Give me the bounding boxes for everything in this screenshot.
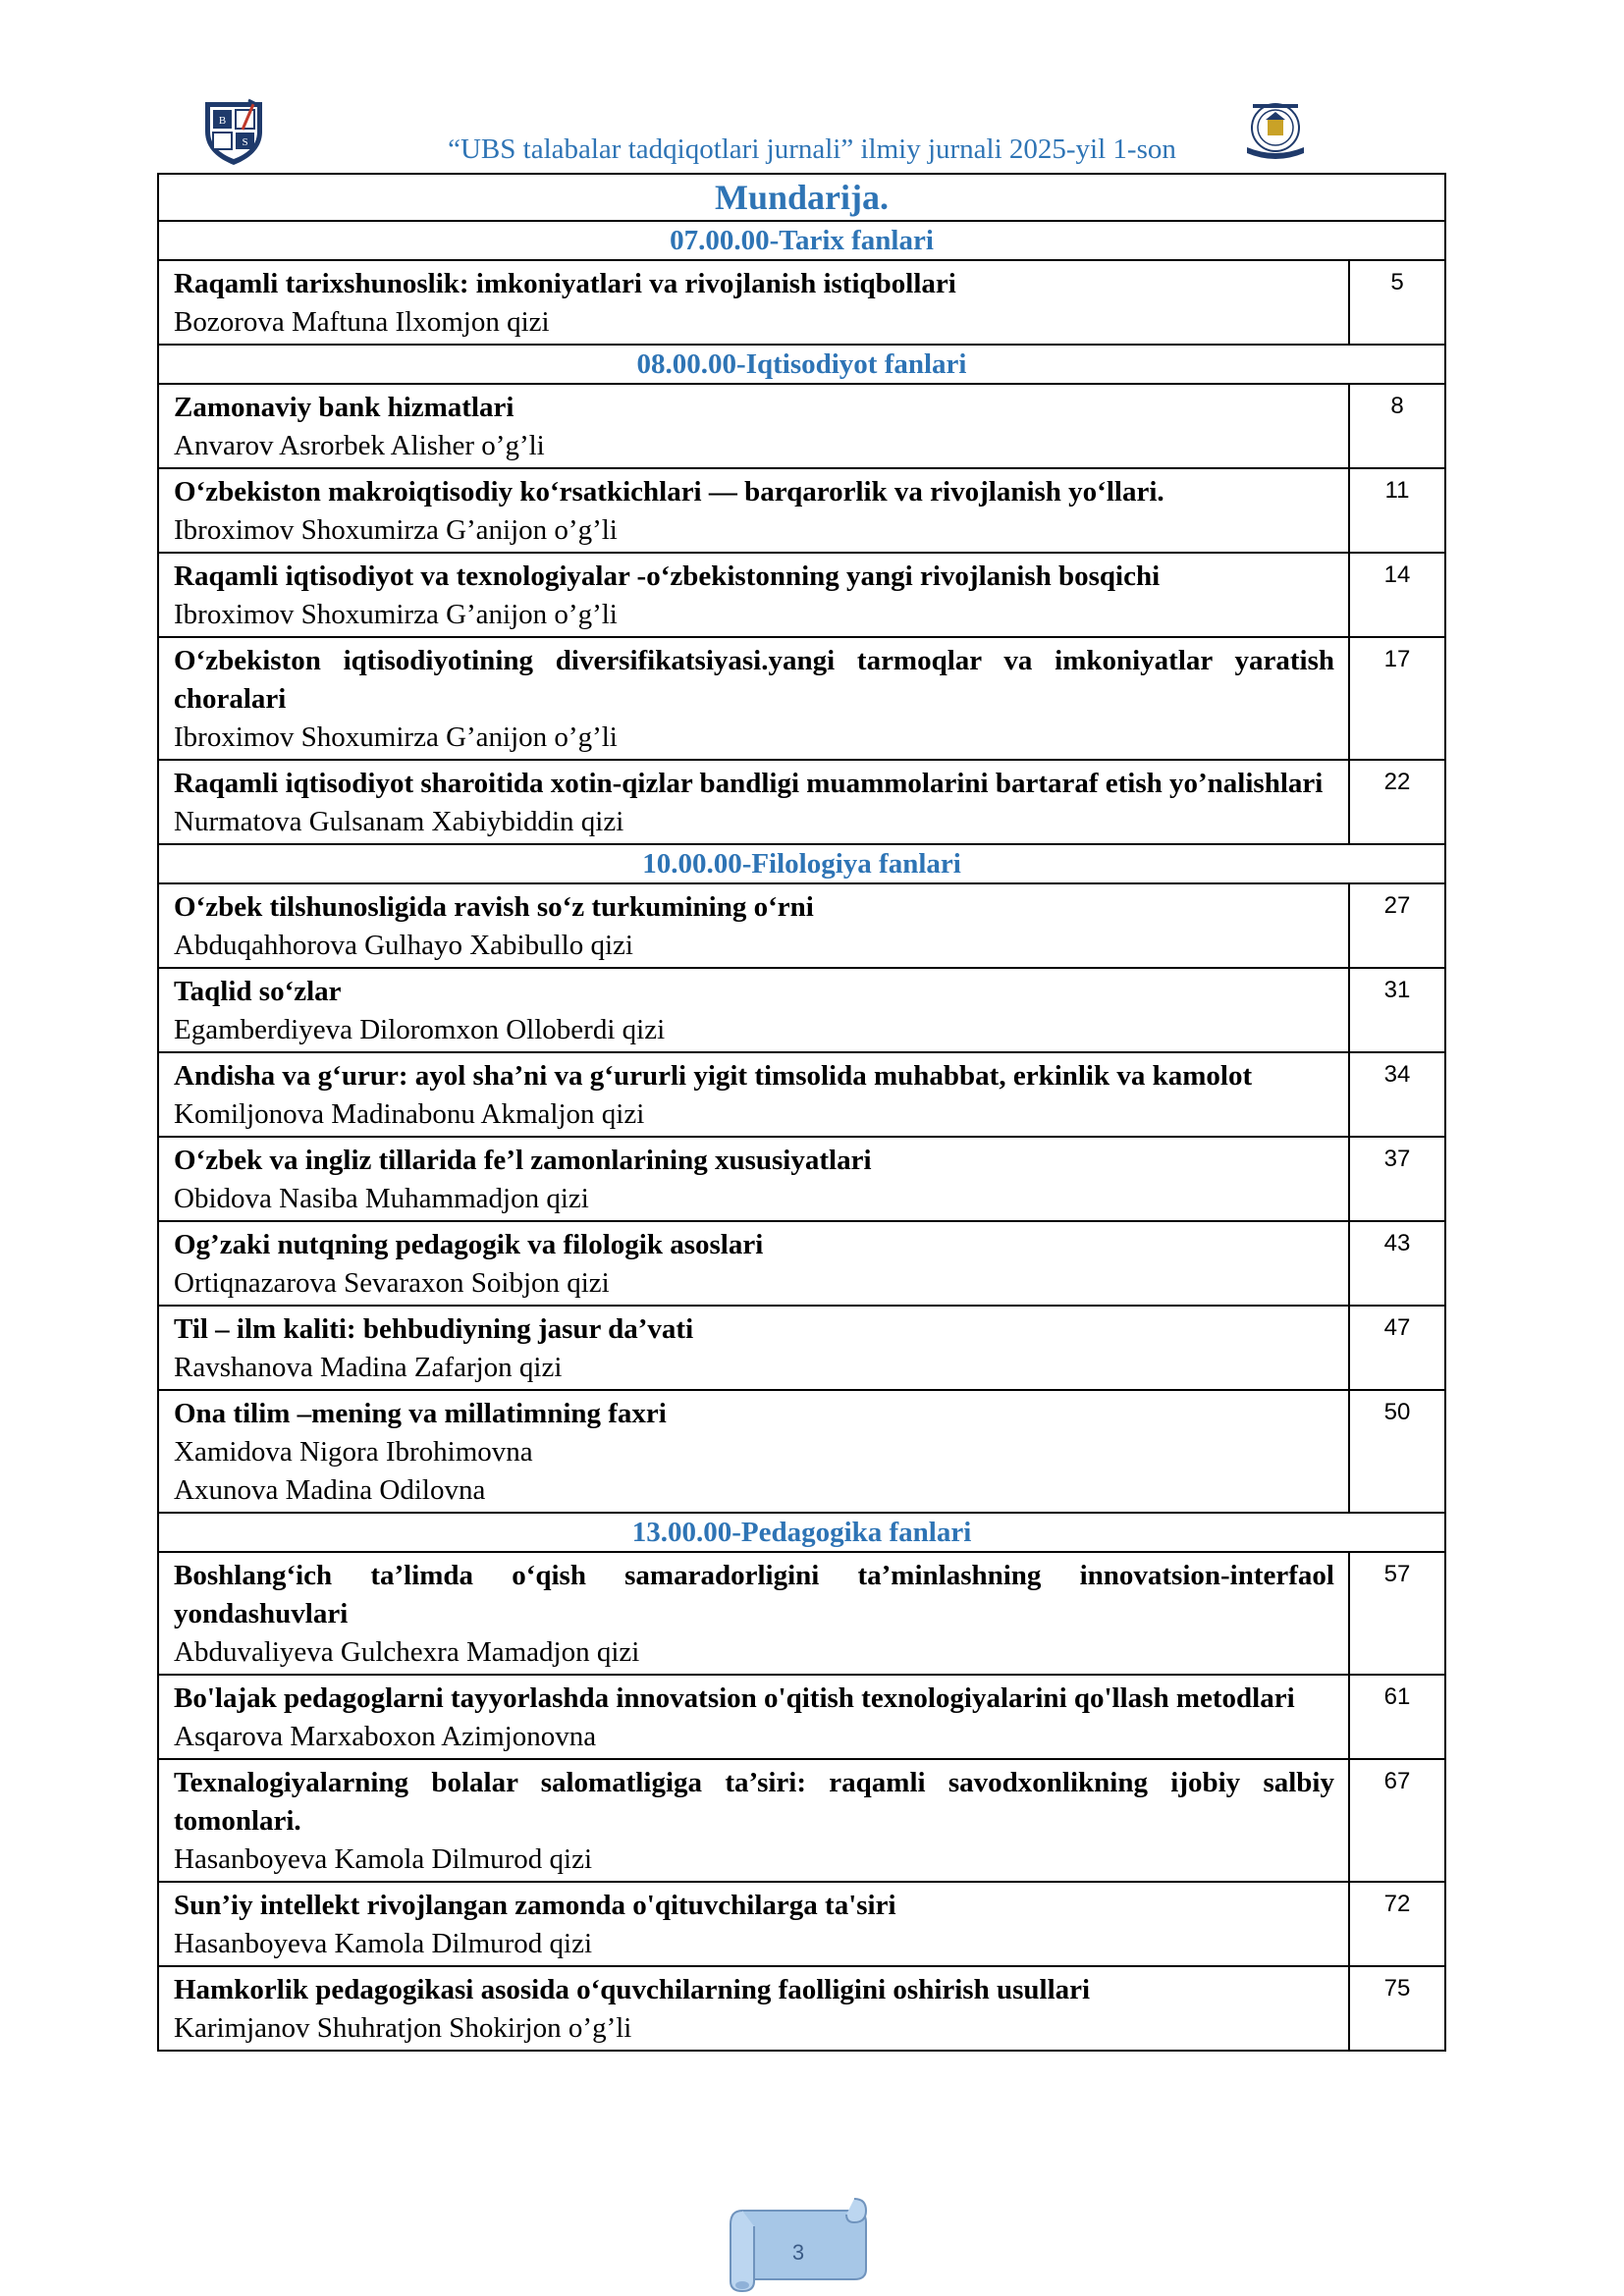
toc-entry-row [158, 1306, 1445, 1390]
article-author: Hasanboyeva Kamola Dilmurod qizi [174, 1928, 593, 1959]
toc-entry [158, 1882, 1349, 1966]
toc-entry-row [158, 1675, 1445, 1759]
toc-entry-row [158, 883, 1445, 968]
toc-entry-row [158, 1221, 1445, 1306]
toc-entry [158, 1390, 1349, 1513]
article-author: Hasanboyeva Kamola Dilmurod qizi [174, 1843, 593, 1875]
toc-entry [158, 468, 1349, 553]
toc-entry [158, 1306, 1349, 1390]
toc-entry-row [158, 1137, 1445, 1221]
svg-text:B: B [218, 115, 227, 127]
article-title: O‘zbekiston makroiqtisodiy ko‘rsatkichlari — barqarorlik va rivojlanish yo‘llari. [174, 476, 1164, 507]
toc-entry [158, 260, 1349, 345]
article-title: Andisha va g‘urur: ayol sha’ni va g‘ururli yigit timsolida muhabbat, erkinlik va kamolot [174, 1060, 1253, 1092]
toc-entry [158, 1675, 1349, 1759]
article-title: O‘zbek tilshunosligida ravish so‘z turkumining o‘rni [174, 891, 814, 923]
article-title: Og’zaki nutqning pedagogik va filologik asoslari [174, 1229, 764, 1260]
article-page-number: 61 [1349, 1675, 1445, 1759]
article-page-number: 22 [1349, 760, 1445, 844]
toc-entry-row [158, 260, 1445, 345]
toc-entry [158, 883, 1349, 968]
toc-entry [158, 553, 1349, 637]
article-author: Abduqahhorova Gulhayo Xabibullo qizi [174, 930, 633, 961]
article-page-number: 5 [1349, 260, 1445, 345]
toc-entry [158, 1759, 1349, 1882]
article-author: Ortiqnazarova Sevaraxon Soibjon qizi [174, 1267, 610, 1299]
article-page-number: 47 [1349, 1306, 1445, 1390]
toc-entry-row [158, 384, 1445, 468]
article-page-number: 8 [1349, 384, 1445, 468]
article-page-number: 75 [1349, 1966, 1445, 2051]
article-page-number: 31 [1349, 968, 1445, 1052]
toc-entry-row [158, 1552, 1445, 1675]
article-author: Bozorova Maftuna Ilxomjon qizi [174, 306, 550, 338]
article-title: Bo'lajak pedagoglarni tayyorlashda innovatsion o'qitish texnologiyalarini qo'llash metodlari [174, 1682, 1295, 1714]
svg-text:S: S [242, 136, 248, 148]
article-title: Raqamli iqtisodiyot va texnologiyalar -o‘zbekistonning yangi rivojlanish bosqichi [174, 561, 1161, 592]
article-page-number: 50 [1349, 1390, 1445, 1513]
article-author: Ravshanova Madina Zafarjon qizi [174, 1352, 563, 1383]
article-author: Ibroximov Shoxumirza G’anijon o’g’li [174, 599, 618, 630]
toc-entry-row [158, 760, 1445, 844]
article-title: Til – ilm kaliti: behbudiyning jasur da’vati [174, 1313, 694, 1345]
page-header [0, 0, 1624, 177]
toc-entry-row [158, 1966, 1445, 2051]
toc-entry [158, 760, 1349, 844]
article-author: Egamberdiyeva Diloromxon Olloberdi qizi [174, 1014, 666, 1045]
article-title: Ona tilim –mening va millatimning faxri [174, 1398, 667, 1429]
article-title: Texnalogiyalarning bolalar salomatligiga ta’siri: raqamli savodxonlikning ijobiy salbiy tomonlari. [174, 1767, 1334, 1837]
toc-entry [158, 1137, 1349, 1221]
toc-entry [158, 384, 1349, 468]
article-title: O‘zbek va ingliz tillarida fe’l zamonlarining xususiyatlari [174, 1145, 872, 1176]
article-author: Asqarova Marxaboxon Azimjonovna [174, 1721, 597, 1752]
article-page-number: 57 [1349, 1552, 1445, 1675]
article-title: O‘zbekiston iqtisodiyotining diversifikatsiyasi.yangi tarmoqlar va imkoniyatlar yaratish choralari [174, 645, 1334, 715]
article-author: Axunova Madina Odilovna [174, 1474, 486, 1506]
article-author: Ibroximov Shoxumirza G’anijon o’g’li [174, 514, 618, 546]
toc-entry-row [158, 968, 1445, 1052]
toc-entry-row [158, 468, 1445, 553]
article-author: Karimjanov Shuhratjon Shokirjon o’g’li [174, 2012, 632, 2044]
toc-entry [158, 968, 1349, 1052]
article-author: Komiljonova Madinabonu Akmaljon qizi [174, 1098, 645, 1130]
article-page-number: 43 [1349, 1221, 1445, 1306]
section-title: 10.00.00-Filologiya fanlari [158, 844, 1445, 883]
section-title: 13.00.00-Pedagogika fanlari [158, 1513, 1445, 1552]
university-emblem-icon [1239, 98, 1313, 165]
toc-entry-row [158, 1390, 1445, 1513]
toc-entry [158, 637, 1349, 760]
section-header-row [158, 345, 1445, 384]
article-author: Xamidova Nigora Ibrohimovna [174, 1436, 533, 1468]
article-page-number: 34 [1349, 1052, 1445, 1137]
toc-entry-row [158, 637, 1445, 760]
article-page-number: 11 [1349, 468, 1445, 553]
article-title: Hamkorlik pedagogikasi asosida o‘quvchilarning faolligini oshirish usullari [174, 1974, 1091, 2005]
toc-entry-row [158, 1052, 1445, 1137]
section-header-row [158, 844, 1445, 883]
journal-title: “UBS talabalar tadqiqotlari jurnali” ilmiy jurnali 2025-yil 1-son [448, 133, 1176, 165]
article-author: Abduvaliyeva Gulchexra Mamadjon qizi [174, 1636, 640, 1668]
article-page-number: 72 [1349, 1882, 1445, 1966]
toc-entry-row [158, 1759, 1445, 1882]
article-author: Obidova Nasiba Muhammadjon qizi [174, 1183, 589, 1214]
article-author: Anvarov Asrorbek Alisher o’g’li [174, 430, 545, 461]
section-header-row [158, 221, 1445, 260]
toc-entry-row [158, 553, 1445, 637]
article-page-number: 37 [1349, 1137, 1445, 1221]
article-page-number: 27 [1349, 883, 1445, 968]
article-page-number: 67 [1349, 1759, 1445, 1882]
article-page-number: 14 [1349, 553, 1445, 637]
page-number: 3 [791, 2240, 805, 2265]
table-of-contents [157, 173, 1446, 2052]
section-title: 07.00.00-Tarix fanlari [158, 221, 1445, 260]
article-title: Zamonaviy bank hizmatlari [174, 392, 514, 423]
toc-entry-row [158, 1882, 1445, 1966]
article-title: Taqlid so‘zlar [174, 976, 342, 1007]
article-author: Ibroximov Shoxumirza G’anijon o’g’li [174, 721, 618, 753]
toc-entry [158, 1966, 1349, 2051]
toc-heading: Mundarija. [158, 174, 1445, 221]
section-header-row [158, 1513, 1445, 1552]
article-title: Raqamli iqtisodiyot sharoitida xotin-qizlar bandligi muammolarini bartaraf etish yo’nalishlari [174, 768, 1324, 799]
article-page-number: 17 [1349, 637, 1445, 760]
toc-entry [158, 1221, 1349, 1306]
article-title: Raqamli tarixshunoslik: imkoniyatlari va rivojlanish istiqbollari [174, 268, 956, 299]
section-title: 08.00.00-Iqtisodiyot fanlari [158, 345, 1445, 384]
toc-entry [158, 1052, 1349, 1137]
toc-entry [158, 1552, 1349, 1675]
article-title: Boshlang‘ich ta’limda o‘qish samaradorligini ta’minlashning innovatsion-interfaol yondashuvlari [174, 1560, 1334, 1629]
article-title: Sun’iy intellekt rivojlangan zamonda o'qituvchilarga ta'siri [174, 1890, 896, 1921]
article-author: Nurmatova Gulsanam Xabiybiddin qizi [174, 806, 624, 837]
